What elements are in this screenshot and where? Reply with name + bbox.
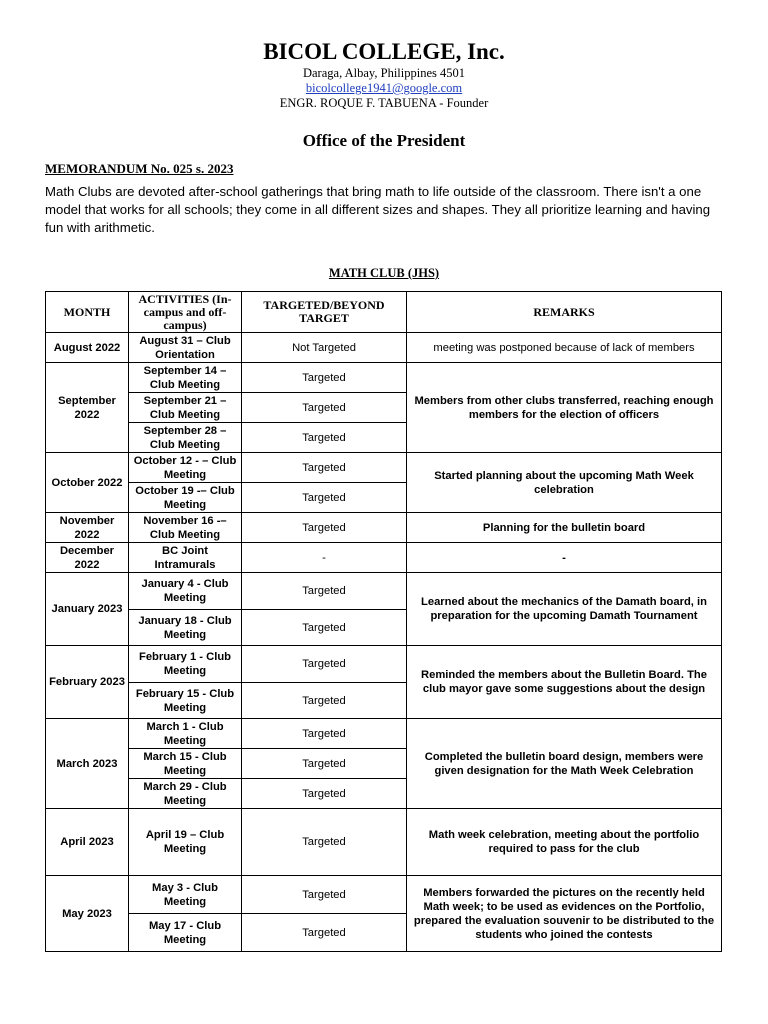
target-cell: - (242, 543, 407, 573)
column-header-remarks: REMARKS (407, 292, 722, 333)
activity-cell: March 15 - Club Meeting (129, 749, 242, 779)
remarks-cell: Learned about the mechanics of the Damath board, in preparation for the upcoming Damath Tournament (407, 573, 722, 646)
table-row (46, 543, 722, 573)
target-cell: Targeted (242, 483, 407, 513)
organization-email-link[interactable]: bicolcollege1941@google.com (305, 81, 463, 95)
month-cell: May 2023 (46, 876, 129, 952)
activity-cell: September 21 – Club Meeting (129, 393, 242, 423)
activity-cell: September 28 – Club Meeting (129, 423, 242, 453)
remarks-cell: Completed the bulletin board design, members were given designation for the Math Week Celebration (407, 719, 722, 809)
activity-cell: May 3 - Club Meeting (129, 876, 242, 914)
target-cell: Targeted (242, 749, 407, 779)
remarks-cell: Members from other clubs transferred, reaching enough members for the election of officers (407, 363, 722, 453)
target-cell: Not Targeted (242, 333, 407, 363)
target-cell: Targeted (242, 573, 407, 610)
column-header-month: MONTH (46, 292, 129, 333)
table-row (46, 453, 722, 483)
month-cell: April 2023 (46, 809, 129, 876)
activity-cell: March 1 - Club Meeting (129, 719, 242, 749)
month-cell: August 2022 (46, 333, 129, 363)
activities-table (45, 291, 722, 952)
founder-line: ENGR. ROQUE F. TABUENA - Founder (279, 96, 489, 110)
target-cell: Targeted (242, 876, 407, 914)
organization-address: Daraga, Albay, Philippines 4501 (302, 66, 465, 80)
target-cell: Targeted (242, 809, 407, 876)
target-cell: Targeted (242, 683, 407, 719)
table-row (46, 513, 722, 543)
activity-cell: May 17 - Club Meeting (129, 914, 242, 952)
intro-paragraph: Math Clubs are devoted after-school gatherings that bring math to life outside of the classroom. There isn't a one model that works for all schools; they come in all different sizes and shapes. They all prioritize learning and having fun with arithmetic. (45, 184, 711, 235)
remarks-cell: - (407, 543, 722, 573)
month-cell: February 2023 (46, 646, 129, 719)
table-row (46, 363, 722, 393)
column-header-target: TARGETED/BEYOND TARGET (242, 292, 407, 333)
table-row (46, 333, 722, 363)
activity-cell: January 4 - Club Meeting (129, 573, 242, 610)
letterhead (0, 38, 768, 111)
target-cell: Targeted (242, 393, 407, 423)
month-cell: December 2022 (46, 543, 129, 573)
activity-cell: March 29 - Club Meeting (129, 779, 242, 809)
office-title: Office of the President (302, 131, 466, 150)
activity-cell: September 14 – Club Meeting (129, 363, 242, 393)
activity-cell: November 16 -– Club Meeting (129, 513, 242, 543)
activity-cell: August 31 – Club Orientation (129, 333, 242, 363)
table-row (46, 719, 722, 749)
table-header-row (46, 292, 722, 333)
activity-cell: October 19 -– Club Meeting (129, 483, 242, 513)
month-cell: January 2023 (46, 573, 129, 646)
remarks-cell: meeting was postponed because of lack of members (407, 333, 722, 363)
table-row (46, 809, 722, 876)
activity-cell: October 12 - – Club Meeting (129, 453, 242, 483)
target-cell: Targeted (242, 719, 407, 749)
target-cell: Targeted (242, 513, 407, 543)
table-row (46, 876, 722, 914)
target-cell: Targeted (242, 610, 407, 646)
remarks-cell: Math week celebration, meeting about the portfolio required to pass for the club (407, 809, 722, 876)
memorandum-number: MEMORANDUM No. 025 s. 2023 (45, 161, 234, 176)
activity-cell: April 19 – Club Meeting (129, 809, 242, 876)
target-cell: Targeted (242, 363, 407, 393)
remarks-cell: Started planning about the upcoming Math Week celebration (407, 453, 722, 513)
target-cell: Targeted (242, 914, 407, 952)
month-cell: September 2022 (46, 363, 129, 453)
remarks-cell: Planning for the bulletin board (407, 513, 722, 543)
column-header-activities: ACTIVITIES (In-campus and off-campus) (129, 292, 242, 333)
table-title: MATH CLUB (JHS) (328, 266, 440, 280)
remarks-cell: Reminded the members about the Bulletin Board. The club mayor gave some suggestions about the design (407, 646, 722, 719)
month-cell: November 2022 (46, 513, 129, 543)
activity-cell: February 1 - Club Meeting (129, 646, 242, 683)
activity-cell: February 15 - Club Meeting (129, 683, 242, 719)
target-cell: Targeted (242, 453, 407, 483)
target-cell: Targeted (242, 779, 407, 809)
table-row (46, 646, 722, 683)
month-cell: March 2023 (46, 719, 129, 809)
activity-cell: January 18 - Club Meeting (129, 610, 242, 646)
target-cell: Targeted (242, 646, 407, 683)
remarks-cell: Members forwarded the pictures on the recently held Math week; to be used as evidences on the Portfolio, prepared the evaluation souvenir to be distributed to the students who joined the contests (407, 876, 722, 952)
activity-cell: BC Joint Intramurals (129, 543, 242, 573)
target-cell: Targeted (242, 423, 407, 453)
table-row (46, 573, 722, 610)
organization-name: BICOL COLLEGE, Inc. (263, 39, 505, 64)
month-cell: October 2022 (46, 453, 129, 513)
